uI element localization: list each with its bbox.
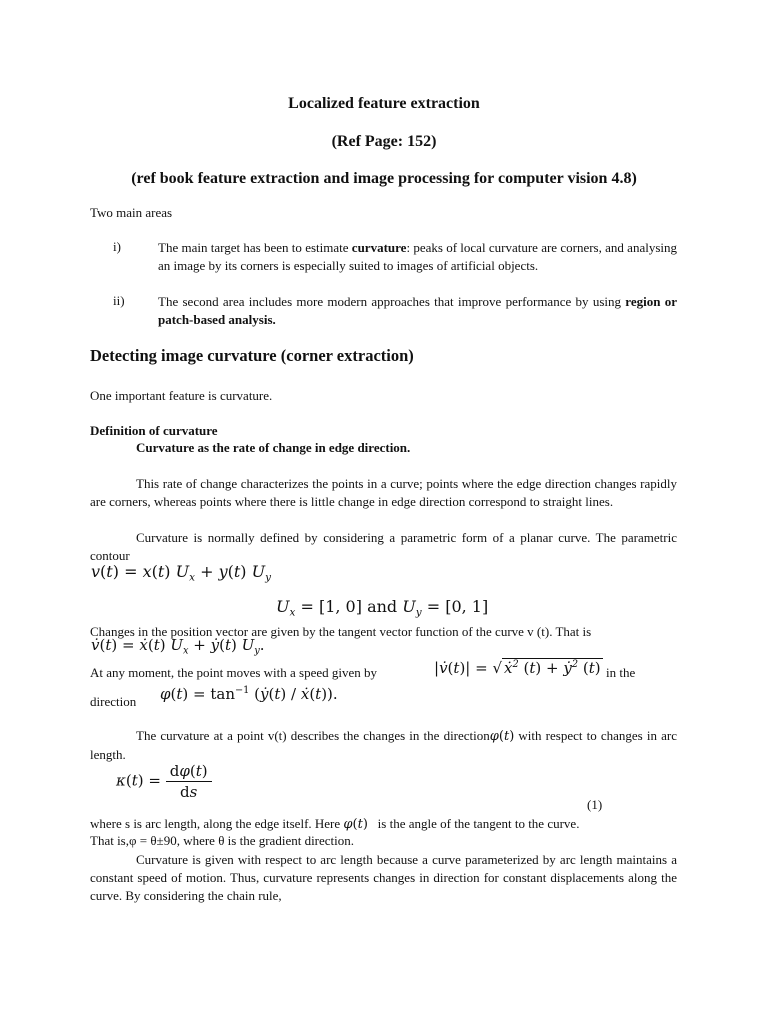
list-item-1: The main target has been to estimate curvature: peaks of local curvature are corners, and analysing an image by its corners is especially suited to images of artificial objects. <box>158 240 677 273</box>
ref-book: (ref book feature extraction and image processing for computer vision 4.8) <box>131 170 637 187</box>
list-marker-2: ii) <box>113 293 125 308</box>
definition-heading: Definition of curvature <box>90 423 218 438</box>
intro-text: Two main areas <box>90 205 173 220</box>
section-heading: Detecting image curvature (corner extraction) <box>90 346 414 365</box>
ref-page: (Ref Page: 152) <box>331 133 437 150</box>
direction-word: direction <box>90 694 137 709</box>
paragraph-curvature-point: The curvature at a point v(t) describes the changes in the directionφ(t) with respect to changes in arc length. <box>90 728 677 762</box>
equation-curvature-definition: κ(t) = $\frac{d\varphi(t)}{ds}$ <box>116 762 212 801</box>
paragraph-chain-rule: Curvature is given with respect to arc length because a curve parameterized by arc length maintains a constant speed of motion. Thus, curvature represents changes in direction for constant displacements along the curve. By considering the chain rule, <box>90 852 677 903</box>
list-marker-1: i) <box>113 239 121 254</box>
paragraph-tangent-vector: Changes in the position vector are given by the tangent vector function of the curve v (t). That is <box>90 624 592 639</box>
equation-tangent-vector: v̇(t) = ẋ(t) $U_x$ + ẏ(t) $U_y$. <box>91 636 265 657</box>
feature-line: One important feature is curvature. <box>90 388 273 403</box>
paragraph-rate-of-change: This rate of change characterizes the points in a curve; points where the edge direction changes rapidly are corners, whereas points where there is little change in edge direction correspond to straight lines. <box>90 476 677 509</box>
equation-parametric-contour: v(t) = x(t) $U_x + y(t)$ $U_y$ <box>91 562 271 584</box>
equation-unit-vectors: $U_x = [1$, 0] and $U_y = [0$, 1] <box>276 597 489 619</box>
equation-direction-angle: $\varphi(t) = \tan^{-1}$ (ẏ(t) / ẋ(t)). <box>160 685 338 703</box>
paragraph-arc-length: where s is arc length, along the edge itself. Here φ(t) is the angle of the tangent to the curve. <box>90 816 580 832</box>
in-the-text: in the <box>606 665 636 680</box>
speed-line: At any moment, the point moves with a speed given by <box>90 665 378 680</box>
document-title: Localized feature extraction <box>288 95 480 112</box>
paragraph-parametric-form: Curvature is normally defined by considering a parametric form of a planar curve. The parametric contour <box>90 530 677 563</box>
definition-subheading: Curvature as the rate of change in edge direction. <box>136 440 411 455</box>
equation-speed: |v̇(t)| = √ ẋ$^2$ (t) + ẏ$^2$ (t) <box>434 659 601 677</box>
equation-number: (1) <box>587 797 603 812</box>
paragraph-gradient-direction: That is,φ = θ±90, where θ is the gradient direction. <box>90 833 355 848</box>
list-item-2: The second area includes more modern approaches that improve performance by using region or patch-based analysis. <box>158 294 677 327</box>
